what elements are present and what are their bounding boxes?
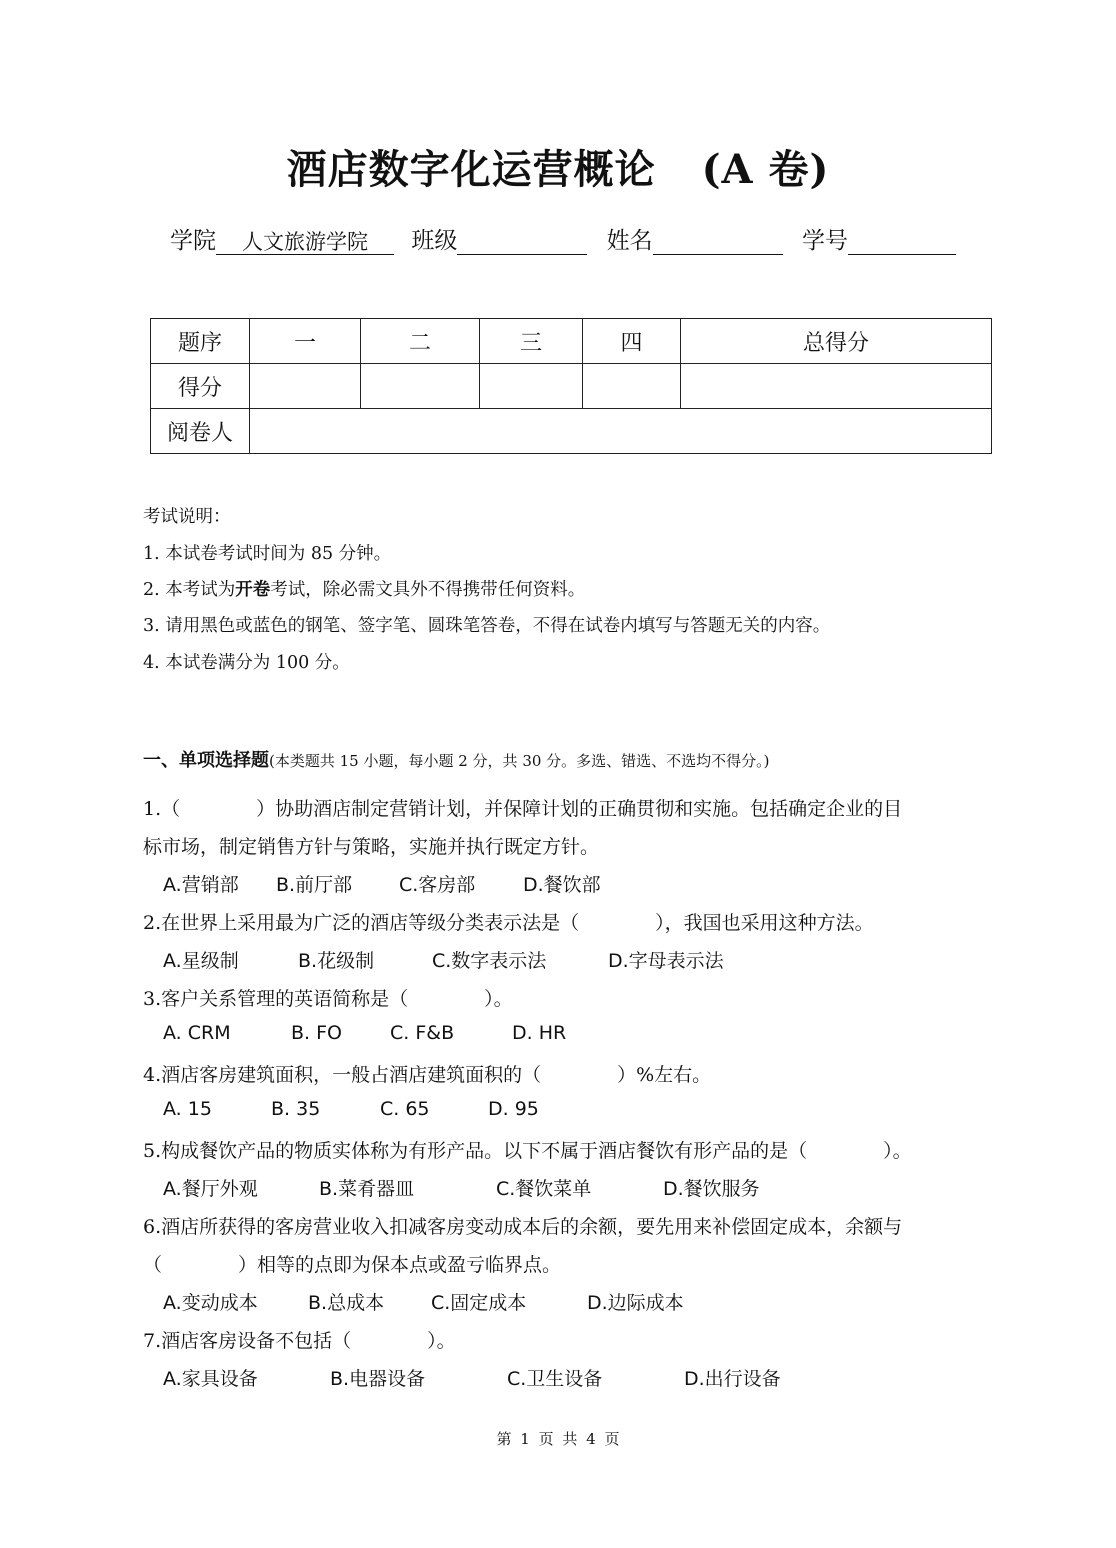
score-cell[interactable] (583, 364, 681, 409)
option-c[interactable]: C. F&B (390, 1022, 455, 1044)
section-note: (本类题共 15 小题，每小题 2 分，共 30 分。多选、错选、不选均不得分。) (269, 752, 770, 770)
question-1-line-2: 标市场，制定销售方针与策略，实施并执行既定方针。 (143, 836, 600, 858)
option-b[interactable]: B. 35 (271, 1098, 321, 1120)
page-footer: 第 1 页 共 4 页 (496, 1430, 620, 1448)
name-label: 姓名 (606, 228, 653, 254)
instruction-item-2-post: 考试，除必需文具外不得携带任何资料。 (270, 580, 586, 600)
option-b[interactable]: B.花级制 (298, 950, 375, 972)
grader-cell[interactable] (250, 409, 992, 454)
option-a[interactable]: A. 15 (163, 1098, 212, 1120)
header-cell: 一 (250, 319, 361, 364)
id-label: 学号 (801, 228, 848, 254)
question-5-line-1: 5.构成餐饮产品的物质实体称为有形产品。以下不属于酒店餐饮有形产品的是（ ）。 (143, 1140, 912, 1162)
option-b[interactable]: B.总成本 (308, 1292, 385, 1314)
id-field[interactable] (848, 226, 956, 255)
score-row-label: 得分 (151, 364, 250, 409)
question-6-line-1: 6.酒店所获得的客房营业收入扣减客房变动成本后的余额，要先用来补偿固定成本，余额与 (143, 1216, 903, 1238)
option-d[interactable]: D.餐饮部 (523, 874, 601, 896)
option-b[interactable]: B.前厅部 (276, 874, 353, 896)
option-a[interactable]: A.餐厅外观 (163, 1178, 258, 1200)
question-4-line-1: 4.酒店客房建筑面积，一般占酒店建筑面积的（ ）%左右。 (143, 1064, 712, 1086)
header-cell: 二 (361, 319, 480, 364)
question-7-line-1: 7.酒店客房设备不包括（ ）。 (143, 1330, 456, 1352)
header-cell: 题序 (151, 319, 250, 364)
option-b[interactable]: B.菜肴器皿 (319, 1178, 415, 1200)
header-cell: 三 (480, 319, 583, 364)
option-a[interactable]: A.家具设备 (163, 1368, 258, 1390)
question-3-line-1: 3.客户关系管理的英语简称是（ ）。 (143, 988, 513, 1010)
class-label: 班级 (411, 228, 458, 254)
score-row (151, 364, 992, 409)
instruction-item-1: 1. 本试卷考试时间为 85 分钟。 (143, 544, 392, 564)
option-d[interactable]: D.餐饮服务 (663, 1178, 760, 1200)
question-6-line-2: （ ）相等的点即为保本点或盈亏临界点。 (143, 1254, 562, 1276)
header-cell: 总得分 (681, 319, 992, 364)
option-d[interactable]: D.出行设备 (684, 1368, 781, 1390)
score-table (150, 318, 992, 454)
option-c[interactable]: C.固定成本 (431, 1292, 527, 1314)
exam-title-main: 酒店数字化运营概论 (286, 146, 656, 193)
option-c[interactable]: C.数字表示法 (432, 950, 547, 972)
name-field[interactable] (653, 226, 783, 255)
option-d[interactable]: D.字母表示法 (608, 950, 724, 972)
class-field[interactable] (457, 226, 587, 255)
option-a[interactable]: A. CRM (163, 1022, 231, 1044)
exam-title-suffix: (A 卷) (701, 146, 830, 193)
section-heading (143, 746, 770, 772)
instruction-item-4: 4. 本试卷满分为 100 分。 (143, 653, 350, 673)
question-2-line-1: 2.在世界上采用最为广泛的酒店等级分类表示法是（ ），我国也采用这种方法。 (143, 912, 874, 934)
option-d[interactable]: D.边际成本 (587, 1292, 684, 1314)
instruction-item-2-pre: 2. 本考试为 (143, 580, 236, 600)
instruction-item-2 (143, 576, 585, 601)
header-cell: 四 (583, 319, 681, 364)
total-score-cell[interactable] (681, 364, 992, 409)
score-cell[interactable] (361, 364, 480, 409)
grader-row (151, 409, 992, 454)
option-a[interactable]: A.营销部 (163, 874, 239, 896)
option-c[interactable]: C. 65 (380, 1098, 430, 1120)
question-1-line-1: 1.（ ）协助酒店制定营销计划，并保障计划的正确贯彻和实施。包括确定企业的目 (143, 798, 903, 820)
option-d[interactable]: D. 95 (488, 1098, 539, 1120)
college-field[interactable]: 人文旅游学院 (216, 226, 394, 255)
option-b[interactable]: B. FO (291, 1022, 342, 1044)
instruction-item-3: 3. 请用黑色或蓝色的钢笔、签字笔、圆珠笔答卷，不得在试卷内填写与答题无关的内容。 (143, 616, 831, 636)
section-title: 一、单项选择题 (143, 750, 269, 771)
student-info-line (170, 222, 956, 255)
grader-row-label: 阅卷人 (151, 409, 250, 454)
option-c[interactable]: C.餐饮菜单 (496, 1178, 592, 1200)
exam-title (0, 138, 1116, 195)
option-d[interactable]: D. HR (512, 1022, 567, 1044)
option-c[interactable]: C.客房部 (399, 874, 476, 896)
option-b[interactable]: B.电器设备 (330, 1368, 426, 1390)
option-a[interactable]: A.变动成本 (163, 1292, 258, 1314)
option-a[interactable]: A.星级制 (163, 950, 239, 972)
score-cell[interactable] (250, 364, 361, 409)
score-table-header-row (151, 319, 992, 364)
college-label: 学院 (170, 228, 216, 254)
instruction-item-2-bold: 开卷 (235, 580, 271, 600)
instructions-heading: 考试说明： (143, 507, 231, 527)
option-c[interactable]: C.卫生设备 (507, 1368, 603, 1390)
score-cell[interactable] (480, 364, 583, 409)
